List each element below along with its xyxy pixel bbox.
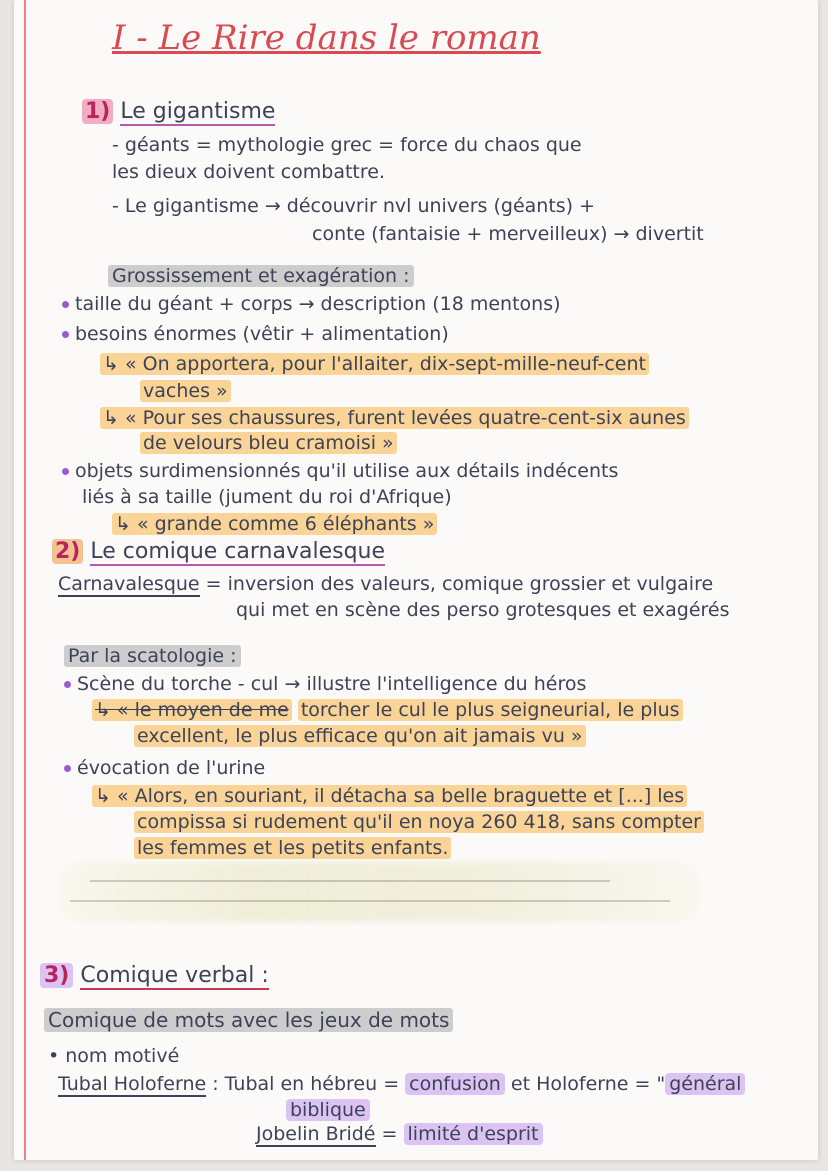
s2-quote2c-text: les femmes et les petits enfants. [134,837,451,859]
s2-definition-line2: qui met en scène des perso grotesques et exagérés [236,599,730,621]
s3-term-jobelin: Jobelin Bridé [256,1123,376,1145]
s2-subheading [64,644,241,668]
page-title: I - Le Rire dans le roman [112,18,541,58]
bullet-dot-icon [62,301,69,308]
s3-term-tubal: Tubal Holoferne [58,1073,207,1095]
s2-bullet1 [64,672,586,696]
smudge-line [70,900,670,902]
s2-bullet1-text: Scène du torche - cul → illustre l'intelligence du héros [77,673,587,695]
section1-title: Le gigantisme [120,99,276,124]
section2-heading [52,540,385,564]
s2-quote2b [134,810,704,834]
s1-quote2b-text: de velours bleu cramoisi » [140,432,397,454]
bullet-dot-icon [62,468,69,475]
s3-line-b: et Holoferne = " [510,1073,666,1095]
s3-highlight-limite: limité d'esprit [404,1123,543,1145]
s1-bullet1-text: taille du géant + corps → description (18 mentons) [75,293,561,315]
section1-number: 1) [82,99,113,124]
s3-bullet: • nom motivé [48,1045,180,1067]
s2-definition-rest: = inversion des valeurs, comique grossier et vulgaire [205,573,714,595]
section3-number: 3) [40,963,73,988]
s1-quote1b-text: vaches » [140,380,231,402]
s1-quote3-text: ↳ « grande comme 6 éléphants » [112,513,437,535]
s1-line3: - Le gigantisme → découvrir nvl univers (géants) + [112,195,596,217]
s2-subheading-text: Par la scatologie : [64,645,241,667]
s1-bullet2-text: besoins énormes (vêtir + alimentation) [75,323,449,345]
s3-line-tubal [58,1072,745,1096]
s2-quote1a-prefix: ↳ « le moyen de me [92,699,292,721]
s1-quote2a-text: ↳ « Pour ses chaussures, furent levées quatre-cent-six aunes [100,407,689,429]
s3-line-biblique [286,1098,370,1122]
s2-quote1a [92,698,683,722]
s1-quote1a [100,352,649,376]
s1-quote2a [100,406,689,430]
erased-smudge [60,862,700,922]
s2-definition-term: Carnavalesque [58,573,200,595]
s3-highlight-confusion: confusion [405,1073,505,1095]
s2-quote2a-text: ↳ « Alors, en souriant, il détacha sa belle braguette et [...] les [92,785,687,807]
section3-heading [40,964,269,988]
s2-quote2a [92,784,687,808]
section3-title: Comique verbal : [80,963,269,988]
s1-bullet2 [62,322,449,346]
s1-quote1a-text: ↳ « On apportera, pour l'allaiter, dix-sept-mille-neuf-cent [100,353,649,375]
s3-highlight-general: général [665,1073,745,1095]
s1-line1: - géants = mythologie grec = force du chaos que [112,134,582,156]
s3-line-a: : Tubal en hébreu = [212,1073,400,1095]
s1-quote3 [112,512,437,536]
smudge-line [90,880,610,882]
s3-line-jobelin [256,1122,543,1146]
bullet-dot-icon [64,765,71,772]
s2-quote1b-text: excellent, le plus efficace qu'on ait jamais vu » [134,725,586,747]
s1-subheading [108,264,414,288]
s2-bullet2 [64,756,265,780]
s1-quote1b [140,379,231,403]
s1-subheading-text: Grossissement et exagération : [108,265,414,287]
s3-line-d: = [381,1123,398,1145]
s2-bullet2-text: évocation de l'urine [77,757,266,779]
bullet-dot-icon [62,331,69,338]
s3-subheading [44,1008,453,1032]
s1-line4: conte (fantaisie + merveilleux) → divertit [312,223,704,245]
bullet-dot-icon [64,681,71,688]
section2-title: Le comique carnavalesque [90,539,386,564]
s1-bullet3a-text: objets surdimensionnés qu'il utilise aux détails indécents [75,460,619,482]
s1-quote2b [140,431,397,455]
s2-quote2b-text: compissa si rudement qu'il en noya 260 418, sans compter [134,811,704,833]
margin-line [24,0,26,1160]
s2-quote2c [134,836,451,860]
s1-bullet3a [62,459,618,483]
s2-definition [58,572,713,596]
s2-quote1a-rest: torcher le cul le plus seigneurial, le plus [298,699,683,721]
s1-bullet1 [62,292,561,316]
s1-bullet3b: liés à sa taille (jument du roi d'Afrique) [82,486,452,508]
s3-subheading-text: Comique de mots avec les jeux de mots [44,1008,453,1032]
section2-number: 2) [52,539,83,564]
section1-heading [82,100,275,124]
s2-quote1b [134,724,586,748]
s1-line2: les dieux doivent combattre. [112,161,385,183]
s3-highlight-biblique: biblique [286,1099,370,1121]
